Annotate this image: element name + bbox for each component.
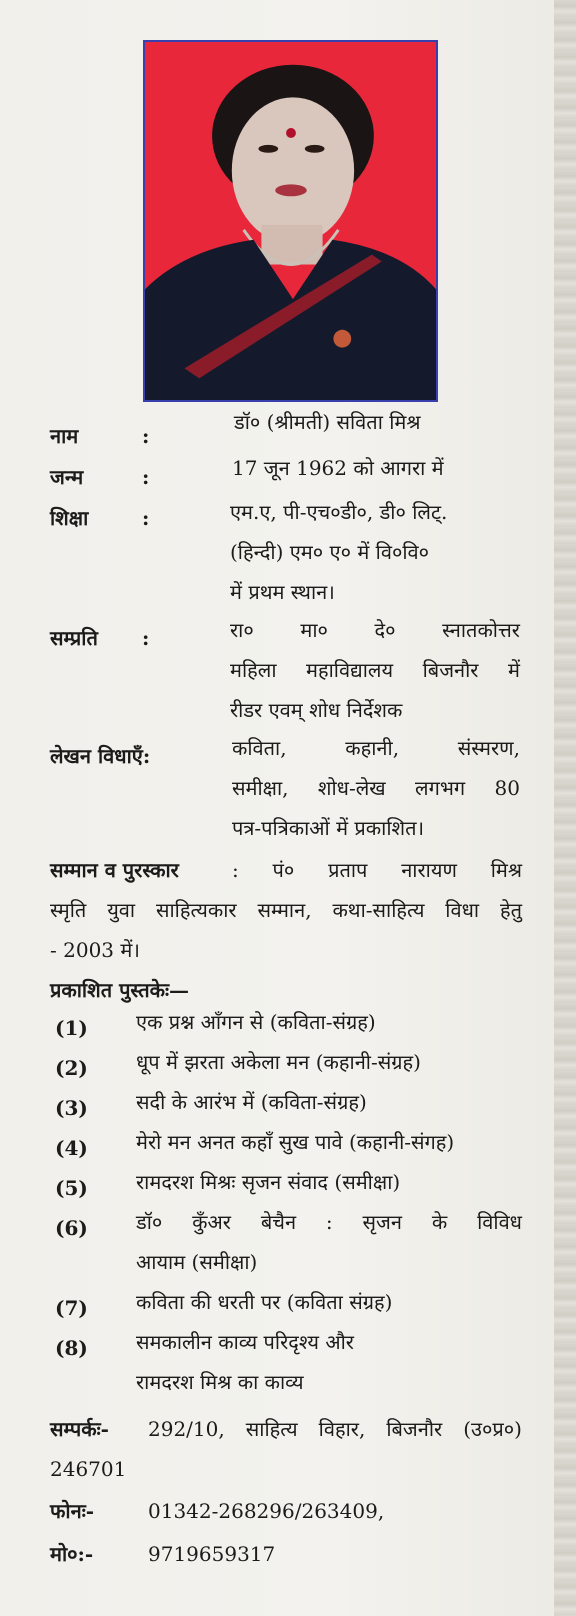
address-label: सम्पर्कः-	[50, 1417, 109, 1441]
current-position-colon: :	[142, 626, 150, 650]
book-title-5: रामदरश मिश्रः सृजन संवाद (समीक्षा)	[136, 1170, 401, 1194]
genres-line-2: समीक्षा, शोध-लेख लगभग 80	[232, 776, 520, 800]
book-number-7: (7)	[55, 1296, 88, 1320]
education-line-2: (हिन्दी) एम० ए० में वि०वि०	[230, 540, 430, 564]
current-line-3: रीडर एवम् शोध निर्देशक	[230, 698, 403, 722]
genres-label: लेखन विधाएँ:	[50, 744, 151, 768]
name-colon: :	[142, 424, 150, 448]
genres-line-3: पत्र-पत्रिकाओं में प्रकाशित।	[232, 816, 425, 840]
book-title-1: एक प्रश्न आँगन से (कविता-संग्रह)	[136, 1010, 376, 1034]
book-number-1: (1)	[55, 1016, 88, 1040]
book-number-6: (6)	[55, 1216, 88, 1240]
address-value: 292/10, साहित्य विहार, बिजनौर (उ०प्र०)	[148, 1417, 522, 1441]
education-line-1: एम.ए, पी-एच०डी०, डी० लिट्.	[230, 500, 448, 524]
name-value: डॉ० (श्रीमती) सविता मिश्र	[234, 410, 421, 434]
book-number-2: (2)	[55, 1056, 88, 1080]
book-title-7: कविता की धरती पर (कविता संग्रह)	[136, 1290, 393, 1314]
mobile-value: 9719659317	[148, 1542, 276, 1566]
mobile-label: मो०:-	[50, 1542, 94, 1566]
book-title-3: सदी के आरंभ में (कविता-संग्रह)	[136, 1090, 367, 1114]
birth-value: 17 जून 1962 को आगरा में	[232, 456, 444, 480]
current-line-1: रा० मा० दे० स्नातकोत्तर	[230, 618, 520, 642]
book-number-5: (5)	[55, 1176, 88, 1200]
book-title-8: समकालीन काव्य परिदृश्य और	[136, 1330, 354, 1354]
book-title-6-continued: आयाम (समीक्षा)	[136, 1250, 258, 1274]
birth-label: जन्म	[50, 465, 84, 489]
birth-colon: :	[142, 465, 150, 489]
book-title-4: मेरो मन अनत कहाँ सुख पावे (कहानी-संगह)	[136, 1130, 455, 1154]
awards-line-1: : पं० प्रताप नारायण मिश्र	[232, 858, 522, 882]
current-position-label: सम्प्रति	[50, 626, 98, 650]
book-title-6: डॉ० कुँअर बेचैन : सृजन के विविध	[136, 1210, 522, 1234]
education-line-3: में प्रथम स्थान।	[230, 580, 335, 604]
education-label: शिक्षा	[50, 506, 89, 530]
book-number-8: (8)	[55, 1336, 88, 1360]
book-title-2: धूप में झरता अकेला मन (कहानी-संग्रह)	[136, 1050, 421, 1074]
author-photo	[143, 40, 438, 402]
awards-line-2: स्मृति युवा साहित्यकार सम्मान, कथा-साहित्य विधा हेतु	[50, 898, 522, 922]
address-pin: 246701	[50, 1457, 127, 1481]
book-title-8-continued: रामदरश मिश्र का काव्य	[136, 1370, 304, 1394]
name-label: नाम	[50, 424, 79, 448]
awards-label: सम्मान व पुरस्कार	[50, 858, 179, 882]
awards-line-3: - 2003 में।	[50, 938, 140, 962]
genres-line-1: कविता, कहानी, संस्मरण,	[232, 736, 520, 760]
book-number-3: (3)	[55, 1096, 88, 1120]
books-heading: प्रकाशित पुस्तकेः—	[50, 978, 190, 1002]
paper-edge	[554, 0, 576, 1616]
phone-value: 01342-268296/263409,	[148, 1499, 385, 1523]
current-line-2: महिला महाविद्यालय बिजनौर में	[230, 658, 520, 682]
book-number-4: (4)	[55, 1136, 88, 1160]
phone-label: फोनः-	[50, 1499, 95, 1523]
education-colon: :	[142, 506, 150, 530]
